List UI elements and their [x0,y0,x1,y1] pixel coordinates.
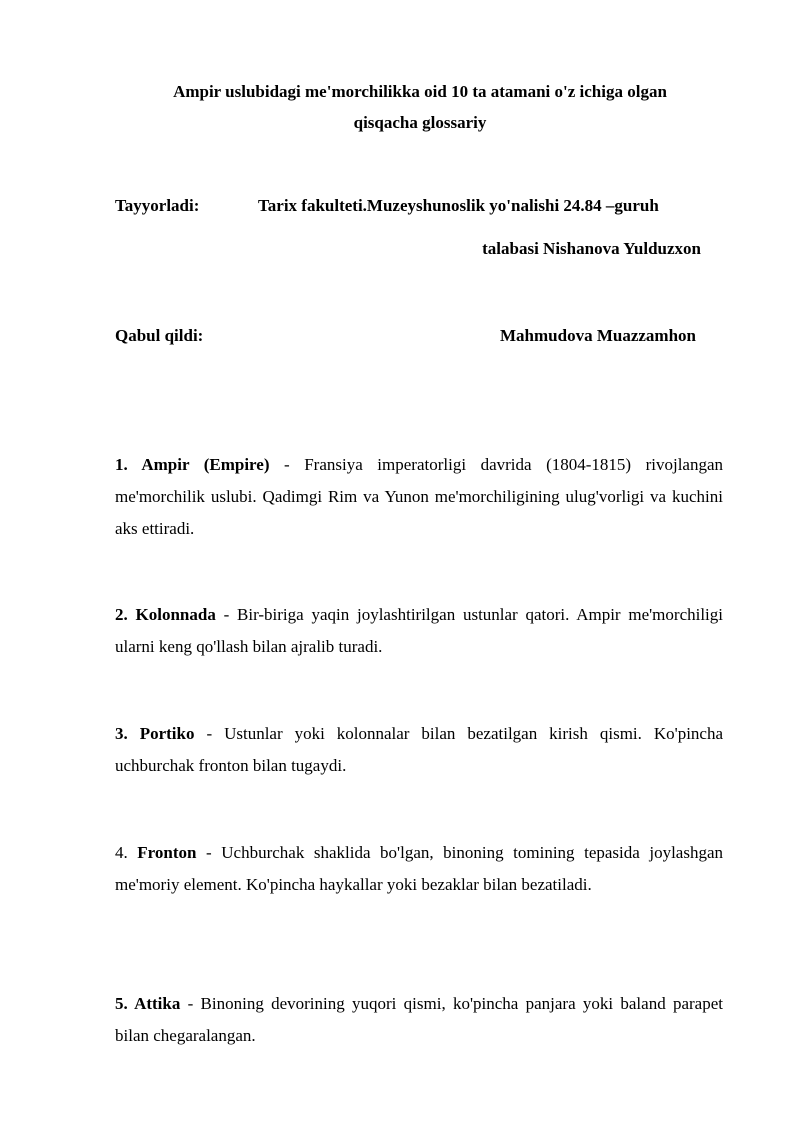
entry-term: Portiko [139,724,195,743]
accepted-label: Qabul qildi: [115,326,204,345]
entry-definition: - Binoning devorining yuqori qismi, ko'pincha panjara yoki baland parapet bilan chegaralangan. [115,994,723,1045]
glossary-entry-4 [115,837,723,901]
entry-definition: - Bir-biriga yaqin joylashtirilgan ustunlar qatori. Ampir me'morchiligi ularni keng qo'llash bilan ajralib turadi. [115,605,724,656]
prepared-line-1: Tarix fakulteti.Muzeyshunoslik yo'nalishi 24.84 –guruh [258,196,659,215]
document-title [130,76,710,138]
entry-term: Attika [134,994,181,1013]
glossary-entry-3 [115,718,723,782]
entry-term: Kolonnada [135,605,216,624]
prepared-label: Tayyorladi: [115,196,200,215]
glossary-entry-2 [115,599,723,663]
entry-number: 4. [115,843,128,862]
entry-number: 2. [115,605,128,624]
entry-number: 5. [115,994,128,1013]
entry-term: Fronton [137,843,197,862]
entry-definition: - Fransiya imperatorligi davrida (1804-1815) rivojlangan me'morchilik uslubi. Qadimgi Rim va Yunon me'morchiligining ulug'vorligi va kuchini aks ettiradi. [115,455,724,538]
entry-number: 1. [115,455,128,474]
entry-definition: - Ustunlar yoki kolonnalar bilan bezatilgan kirish qismi. Ko'pincha uchburchak fronton bilan tugaydi. [115,724,724,775]
title-line-1: Ampir uslubidagi me'morchilikka oid 10 ta atamani o'z ichiga olgan [173,82,667,101]
title-line-2: qisqacha glossariy [353,113,487,132]
entry-definition: - Uchburchak shaklida bo'lgan, binoning tomining tepasida joylashgan me'moriy element. Ko'pincha haykallar yoki bezaklar bilan bezatiladi. [115,843,723,894]
glossary-entry-5 [115,988,723,1052]
entry-term: Ampir (Empire) [141,455,270,474]
entry-number: 3. [115,724,128,743]
glossary-entry-1 [115,449,723,545]
prepared-line-2: talabasi Nishanova Yulduzxon [482,239,701,258]
accepted-name: Mahmudova Muazzamhon [500,326,696,345]
